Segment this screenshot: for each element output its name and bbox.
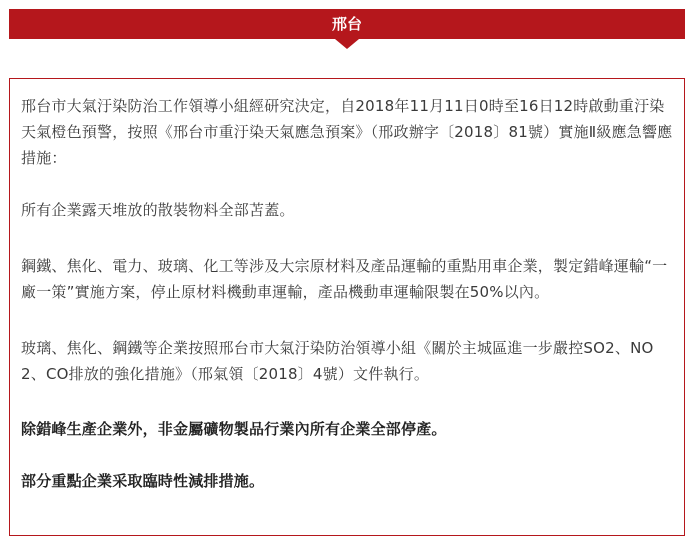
paragraph-production-halt: 除錯峰生產企業外，非金屬礦物製品行業內所有企業全部停產。 [21, 420, 447, 438]
paragraph-material-cover: 所有企業露天堆放的散裝物料全部苫蓋。 [21, 201, 295, 219]
paragraph-intro: 邢台市大氣汙染防治工作領導小組經研究決定，自2018年11月11日0時至16日12時啟動重汙染天氣橙色預警，按照《邢台市重汙染天氣應急預案》（邢政辦字〔2018〕81號）實施Ⅱ級應急響應措施： [21, 97, 673, 167]
paragraph-emission-measures: 玻璃、焦化、鋼鐵等企業按照邢台市大氣汙染防治領導小組《關於主城區進一步嚴控SO2、NO2、CO排放的強化措施》（邢氣領〔2018〕4號）文件執行。 [21, 339, 654, 383]
header-pointer-arrow [335, 39, 359, 49]
section-title: 邢台 [331, 15, 362, 33]
paragraph-transport-control: 鋼鐵、焦化、電力、玻璃、化工等涉及大宗原材料及產品運輸的重點用車企業，製定錯峰運輸“一廠一策”實施方案，停止原材料機動車運輸，產品機動車運輸限製在50%以內。 [21, 257, 668, 301]
article-content-box [9, 78, 685, 536]
paragraph-emission-reduction: 部分重點企業采取臨時性減排措施。 [21, 472, 265, 490]
section-header-bar [9, 9, 685, 39]
